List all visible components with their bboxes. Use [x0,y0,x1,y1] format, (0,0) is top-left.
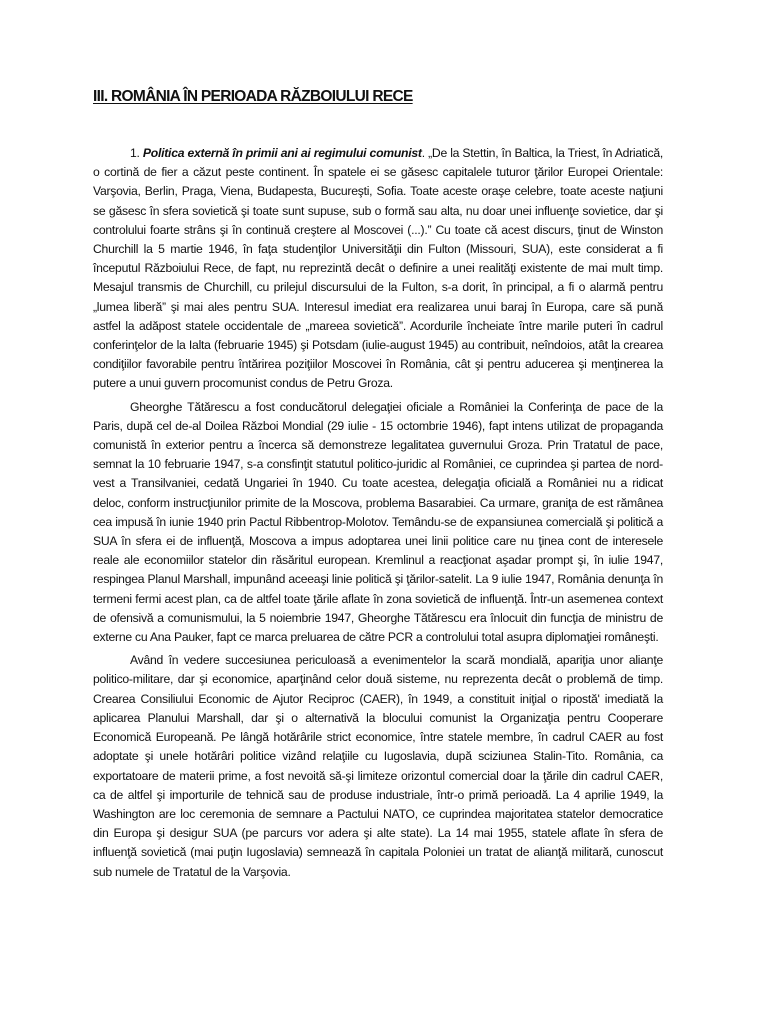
body-paragraph-3: Având în vedere succesiunea periculoasă a evenimentelor la scară mondială, apariţia unor alianţe politico-militare, dar şi economice, aparţinând celor două sisteme, nu reprezenta decât o problemă de timp. Crearea Consiliului Economic de Ajutor Reciproc (CAER), în 1949, a constituit iniţial o ripostă' imediată la aplicarea Planului Marshall, dar şi o alternativă la blocului comunist la Organizaţia pentru Cooperare Economică Europeană. Pe lângă hotărârile strict economice, între statele membre, în cadrul CAER au fost adoptate şi unele hotărâri politice vizând relaţiile cu Iugoslavia, după sciziunea Stalin-Tito. România, ca exportatoare de materii prime, a fost nevoită să-şi limiteze orizontul comercial doar la ţările din cadrul CAER, ca de altfel şi importurile de tehnică sau de produse industriale, într-o primă perioadă. La 4 aprilie 1949, la Washington are loc ceremonia de semnare a Pactului NATO, ce cuprindea majoritatea statelor democratice din Europa şi desigur SUA (pe parcurs vor adera şi alte state). La 14 mai 1955, statele aflate în sfera de influenţă sovietică (mai puţin Iugoslavia) semnează în capitala Poloniei un tratat de alianţă militară, cunoscut sub numele de Tratatul de la Varşovia. [93,653,663,879]
section-subtitle: Politica externă în primii ani ai regimului comunist [142,146,422,160]
section-subtitle-punct: . [421,146,425,160]
section-number: 1. [130,146,140,160]
section-paragraph-1 [93,144,663,394]
body-paragraph-2: Gheorghe Tătărescu a fost conducătorul delegaţiei oficiale a României la Conferinţa de pace de la Paris, după cel de-al Doilea Război Mondial (29 iulie - 15 octombrie 1946), fapt intens utilizat de propaganda comunistă în exterior pentru a încerca să demonstreze legalitatea guvernului Groza. Prin Tratatul de pace, semnat la 10 februarie 1947, s-a consfinţit statutul politico-juridic al României, ce cuprindea şi partea de nord-vest a Transilvaniei, cedată Ungariei în 1940. Cu toate acestea, delegaţia oficială a României nu a ridicat deloc, conform instrucţiunilor primite de la Moscova, problema Basarabiei. Ca urmare, graniţa de est rămânea cea impusă în iunie 1940 prin Pactul Ribbentrop-Molotov. Temându-se de expansiunea comercială şi politică a SUA în sfera ei de influenţă, Moscova a impus adoptarea unei linii politice care nu ţinea cont de interesele reale ale economiilor statelor din răsăritul european. Kremlinul a reacţionat aşadar prompt şi, în iulie 1947, respingea Planul Marshall, impunând aceeaşi linie politică şi ţărilor-satelit. La 9 iulie 1947, România denunţa în termeni fermi acest plan, ca de altfel toate ţările aflate în zona sovietică de influenţă. Într-un asemenea context de ofensivă a comunismului, la 5 noiembrie 1947, Gheorghe Tătărescu era înlocuit din funcţia de ministru de externe cu Ana Pauker, fapt ce marca preluarea de către PCR a controlului total asupra diplomaţiei româneşti. [93,399,663,645]
section-text: „De la Stettin, în Baltica, la Triest, în Adriatică, o cortină de fier a căzut peste continent. În spatele ei se găsesc capitalele tuturor ţărilor Europei Orientale: Varşovia, Berlin, Praga, Viena, Budapesta, Bucureşti, Sofia. Toate aceste oraşe celebre, toate aceste naţiuni se găsesc în sfera sovietică şi toate sunt supuse, sub o formă sau alta, nu doar unei influenţe sovietice, dar şi controlului foarte strâns şi în continuă creştere al Moscovei (...).” Cu toate că acest discurs, ţinut de Winston Churchill la 5 martie 1946, în faţa studenţilor Universităţii din Fulton (Missouri, SUA), este considerat a fi începutul Războiului Rece, de fapt, nu reprezintă decât o definire a unei realităţi existente de mai mult timp. Mesajul transmis de Churchill, cu prilejul discursului de la Fulton, s-a dorit, în principal, a fi o alarmă pentru „lumea liberă” şi mai ales pentru SUA. Interesul imediat era realizarea unui baraj în Europa, care să pună astfel la adăpost statele occidentale de „mareea sovietică”. Acordurile încheiate între marile puteri în cadrul conferinţelor de la Ialta (februarie 1945) şi Potsdam (iulie-august 1945) au contribuit, neîndoios, atât la crearea condiţiilor favorabile pentru întărirea poziţiilor Moscovei în România, cât şi pentru aducerea şi menţinerea la putere a unui guvern procomunist condus de Petru Groza. [93,146,663,391]
page-title: III. ROMÂNIA ÎN PERIOADA RĂZBOIULUI RECE [93,88,413,105]
